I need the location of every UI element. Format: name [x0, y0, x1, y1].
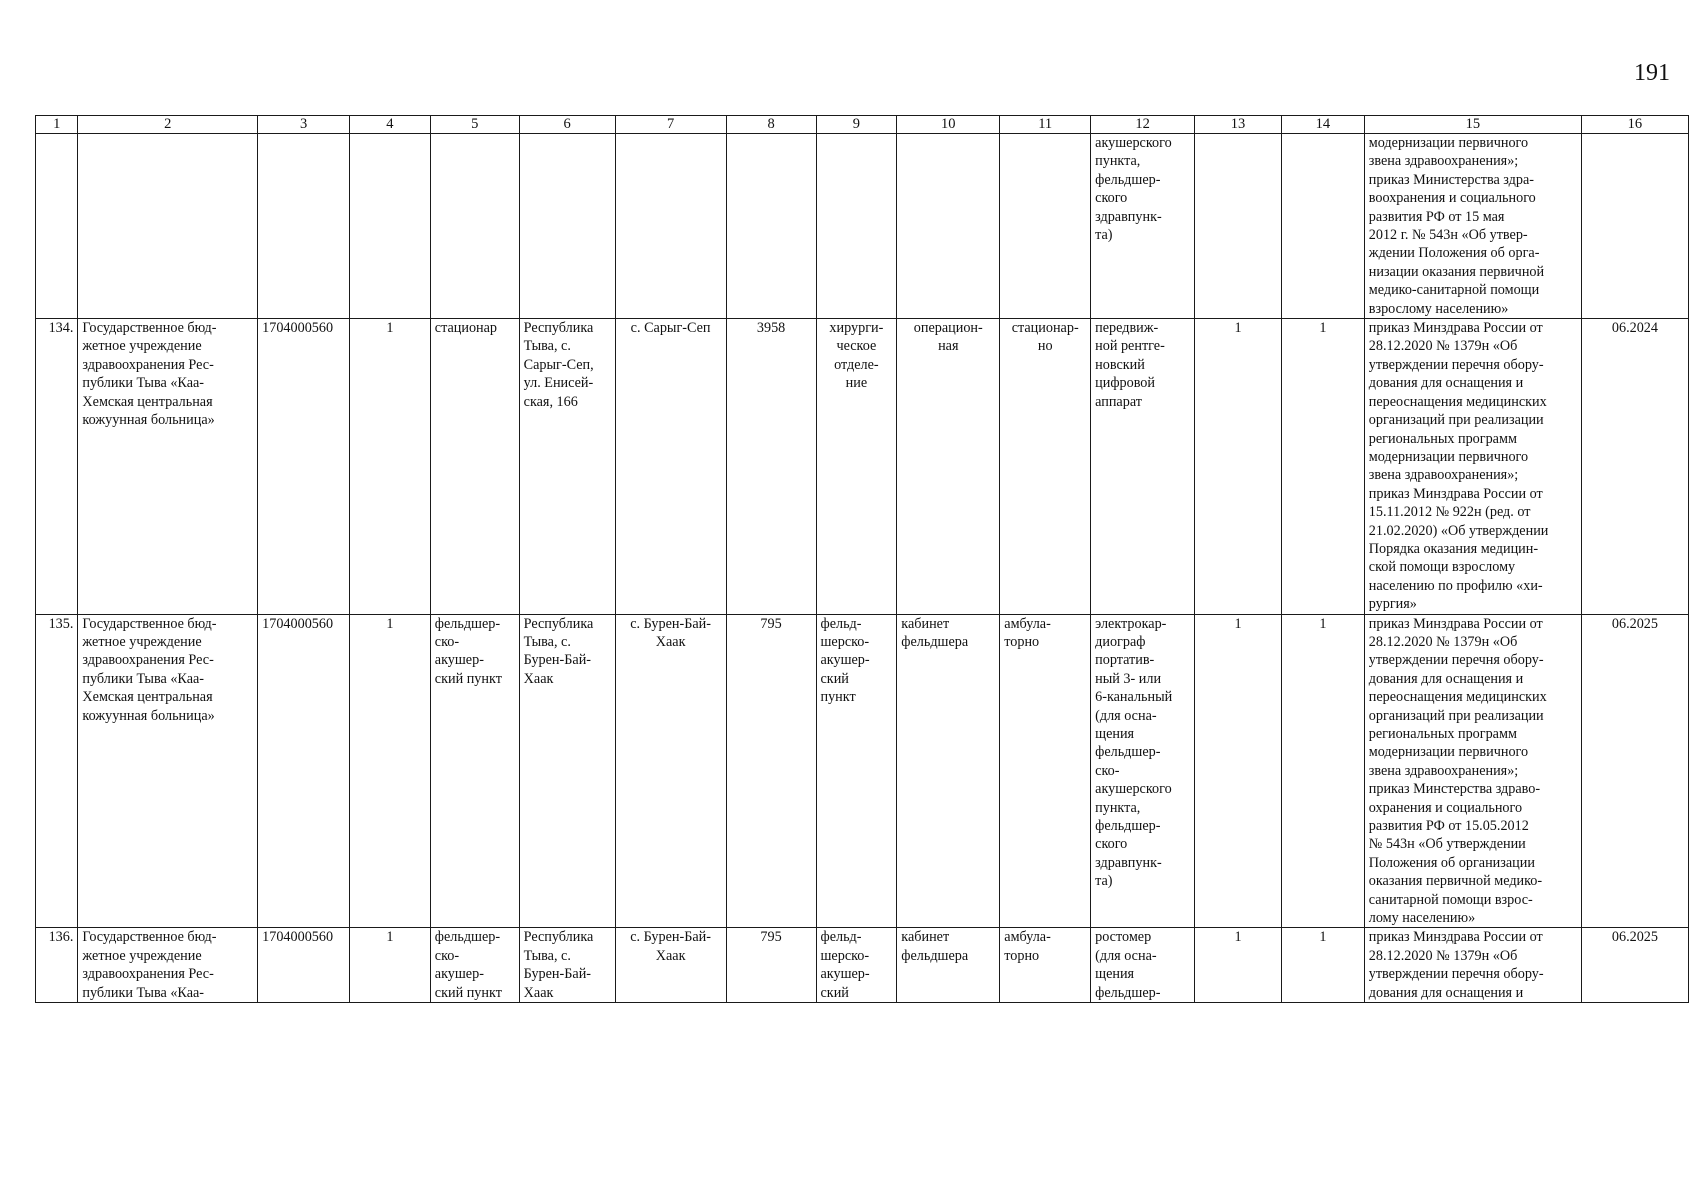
cell-line: Положения об организации — [1368, 854, 1535, 871]
cell-line: амбула- — [1004, 615, 1051, 632]
cell-line: приказ Минстерства здраво- — [1368, 781, 1541, 798]
cell-line: ние — [845, 375, 868, 392]
cell-line: Порядка оказания медицин- — [1368, 540, 1539, 557]
cell-line: звена здравоохранения»; — [1368, 762, 1519, 779]
cell-line: ско- — [1095, 762, 1120, 779]
address-cell — [519, 928, 615, 1003]
cell-line: рургия» — [1368, 596, 1417, 613]
date-cell: 06.2025 — [1581, 928, 1688, 1003]
cell-line: приказ Минздрава России от — [1368, 929, 1543, 946]
cell-line: ского — [1095, 190, 1128, 207]
cell-line: кожуунная больница» — [82, 707, 215, 724]
quantity-cell: 1 — [350, 319, 431, 615]
care-form-cell — [1000, 614, 1091, 928]
cell-line: с. Бурен-Бай- — [630, 929, 711, 946]
cell-line: № 543н «Об утверждении — [1368, 836, 1526, 853]
cell-line: Хаак — [523, 984, 554, 1001]
cell-line: здравпунк- — [1095, 208, 1162, 225]
cell-line: фельдшер- — [1095, 818, 1161, 835]
column-number: 4 — [350, 116, 431, 134]
equipment-cell — [1091, 928, 1195, 1003]
equipment-cell — [1091, 319, 1195, 615]
cell-line: электрокар- — [1095, 615, 1167, 632]
cell-line: 28.12.2020 № 1379н «Об — [1368, 947, 1518, 964]
organization-cell — [78, 928, 258, 1003]
org-code-cell: 1704000560 — [258, 928, 350, 1003]
cell-line: приказ Министерства здра- — [1368, 171, 1534, 188]
population-cell — [726, 134, 816, 319]
cell-line: та) — [1095, 873, 1113, 890]
count-13-cell: 1 — [1195, 928, 1282, 1003]
column-number: 8 — [726, 116, 816, 134]
cell-line: дования для оснащения и — [1368, 670, 1524, 687]
cell-line: здравпунк- — [1095, 854, 1162, 871]
care-form-cell — [1000, 319, 1091, 615]
cell-line: кабинет — [901, 615, 950, 632]
population-cell: 795 — [726, 928, 816, 1003]
cell-line: утверждении перечня обору- — [1368, 652, 1544, 669]
department-cell — [816, 614, 897, 928]
locality-cell — [615, 614, 726, 928]
locality-cell — [615, 928, 726, 1003]
cell-line: фельдшер- — [1095, 171, 1161, 188]
cell-line: пункта, — [1095, 153, 1141, 170]
cell-line: жетное учреждение — [82, 633, 202, 650]
table-row — [36, 319, 1689, 615]
count-13-cell — [1195, 134, 1282, 319]
cell-line: кабинет — [901, 929, 950, 946]
cell-line: здравоохранения Рес- — [82, 652, 214, 669]
table-row — [36, 614, 1689, 928]
cell-line: Хаак — [655, 947, 686, 964]
cell-line: Хаак — [655, 633, 686, 650]
cell-line: операцион- — [913, 320, 983, 337]
cell-line: Республика — [523, 615, 594, 632]
cell-line: ско- — [434, 947, 460, 964]
column-number: 6 — [519, 116, 615, 134]
column-number: 7 — [615, 116, 726, 134]
count-14-cell — [1281, 134, 1364, 319]
cell-line: звена здравоохранения»; — [1368, 153, 1519, 170]
organization-cell — [78, 319, 258, 615]
legal-basis-cell — [1364, 319, 1581, 615]
cell-line: звена здравоохранения»; — [1368, 467, 1519, 484]
cell-line: жетное учреждение — [82, 338, 202, 355]
organization-cell — [78, 614, 258, 928]
quantity-cell — [350, 134, 431, 319]
address-cell — [519, 319, 615, 615]
cell-line: акушерского — [1095, 781, 1172, 798]
cell-line: с. Сарыг-Сеп — [630, 320, 711, 337]
population-cell: 3958 — [726, 319, 816, 615]
equipment-cell — [1091, 134, 1195, 319]
cell-line: ская, 166 — [523, 393, 578, 410]
cell-line: Бурен-Бай- — [523, 652, 592, 669]
equipment-table — [35, 115, 1689, 1003]
row-number-cell: 136. — [36, 928, 78, 1003]
cell-line: утверждении перечня обору- — [1368, 356, 1544, 373]
date-cell — [1581, 134, 1688, 319]
cell-line: кожуунная больница» — [82, 412, 215, 429]
column-number: 16 — [1581, 116, 1688, 134]
cell-line: хирурги- — [829, 320, 884, 337]
organization-cell — [78, 134, 258, 319]
cell-line: Государственное бюд- — [82, 929, 217, 946]
row-number-cell — [36, 134, 78, 319]
column-number-row — [36, 116, 1689, 134]
cell-line: здравоохранения Рес- — [82, 966, 214, 983]
cell-line: охранения и социального — [1368, 799, 1523, 816]
quantity-cell: 1 — [350, 614, 431, 928]
column-number: 14 — [1281, 116, 1364, 134]
column-number: 5 — [430, 116, 519, 134]
legal-basis-cell — [1364, 134, 1581, 319]
cell-line: акушер- — [434, 966, 484, 983]
locality-cell — [615, 319, 726, 615]
cell-line: переоснащения медицинских — [1368, 689, 1547, 706]
cell-line: ский — [820, 670, 849, 687]
cell-line: акушер- — [820, 652, 870, 669]
cell-line: шерско- — [820, 633, 870, 650]
cell-line: стационар- — [1011, 320, 1079, 337]
column-number: 1 — [36, 116, 78, 134]
cell-line: акушер- — [434, 652, 484, 669]
cell-line: медико-санитарной помощи — [1368, 282, 1540, 299]
cell-line: Государственное бюд- — [82, 320, 217, 337]
unit-type-cell — [430, 134, 519, 319]
cell-line: та) — [1095, 227, 1113, 244]
cell-line: 28.12.2020 № 1379н «Об — [1368, 633, 1518, 650]
cell-line: модернизации первичного — [1368, 448, 1529, 465]
count-14-cell: 1 — [1281, 614, 1364, 928]
cell-line: ной рентге- — [1095, 338, 1165, 355]
cell-line: Республика — [523, 320, 594, 337]
cell-line: шерско- — [820, 947, 870, 964]
cell-line: ная — [938, 338, 959, 355]
cell-line: 6-канальный — [1095, 689, 1173, 706]
cell-line: фельд- — [820, 615, 862, 632]
cell-line: 15.11.2012 № 922н (ред. от — [1368, 504, 1531, 521]
cell-line: публики Тыва «Каа- — [82, 670, 205, 687]
column-number: 10 — [897, 116, 1000, 134]
cell-line: акушерского — [1095, 135, 1172, 151]
cell-line: цифровой — [1095, 375, 1155, 392]
room-cell — [897, 319, 1000, 615]
column-number: 13 — [1195, 116, 1282, 134]
cell-line: модернизации первичного — [1368, 744, 1529, 761]
unit-type-cell — [430, 928, 519, 1003]
table-row — [36, 134, 1689, 319]
quantity-cell: 1 — [350, 928, 431, 1003]
cell-line: новский — [1095, 356, 1145, 373]
cell-line: ждении Положения об орга- — [1368, 245, 1540, 262]
cell-line: пункт — [820, 689, 856, 706]
cell-line: дования для оснащения и — [1368, 984, 1524, 1001]
cell-line: ческое — [836, 338, 877, 355]
cell-line: акушер- — [820, 966, 870, 983]
cell-line: публики Тыва «Каа- — [82, 984, 205, 1001]
cell-line: диограф — [1095, 633, 1146, 650]
cell-line: дования для оснащения и — [1368, 375, 1524, 392]
room-cell — [897, 614, 1000, 928]
org-code-cell: 1704000560 — [258, 319, 350, 615]
cell-line: отделе- — [834, 356, 879, 373]
cell-line: развития РФ от 15 мая — [1368, 208, 1505, 225]
cell-line: щения — [1095, 726, 1135, 742]
column-number: 15 — [1364, 116, 1581, 134]
department-cell — [816, 134, 897, 319]
cell-line: фельдшер- — [434, 615, 501, 632]
cell-line: региональных программ — [1368, 726, 1517, 742]
room-cell — [897, 928, 1000, 1003]
locality-cell — [615, 134, 726, 319]
cell-line: переоснащения медицинских — [1368, 393, 1547, 410]
cell-line: торно — [1004, 633, 1040, 650]
row-number-cell: 134. — [36, 319, 78, 615]
address-cell — [519, 614, 615, 928]
cell-line: развития РФ от 15.05.2012 — [1368, 818, 1529, 835]
cell-line: Бурен-Бай- — [523, 966, 592, 983]
cell-line: передвиж- — [1095, 320, 1159, 337]
cell-line: (для осна- — [1095, 707, 1157, 724]
column-number: 2 — [78, 116, 258, 134]
cell-line: здравоохранения Рес- — [82, 356, 214, 373]
cell-line: амбула- — [1004, 929, 1051, 946]
date-cell: 06.2025 — [1581, 614, 1688, 928]
cell-line: Государственное бюд- — [82, 615, 217, 632]
cell-line: ростомер — [1095, 929, 1152, 946]
count-13-cell: 1 — [1195, 614, 1282, 928]
legal-basis-cell — [1364, 614, 1581, 928]
org-code-cell — [258, 134, 350, 319]
page-number: 191 — [1634, 60, 1670, 86]
cell-line: ский — [820, 984, 849, 1001]
unit-type-cell — [430, 319, 519, 615]
cell-line: пункта, — [1095, 799, 1141, 816]
equipment-cell — [1091, 614, 1195, 928]
cell-line: Тыва, с. — [523, 633, 571, 650]
cell-line: но — [1037, 338, 1053, 355]
cell-line: фельдшер- — [1095, 744, 1161, 761]
row-number-cell: 135. — [36, 614, 78, 928]
cell-line: фельдшера — [901, 947, 969, 964]
cell-line: Тыва, с. — [523, 947, 571, 964]
room-cell — [897, 134, 1000, 319]
org-code-cell: 1704000560 — [258, 614, 350, 928]
cell-line: утверждении перечня обору- — [1368, 966, 1544, 983]
cell-line: 2012 г. № 543н «Об утвер- — [1368, 227, 1528, 244]
cell-line: фельдшера — [901, 633, 969, 650]
cell-line: Хаак — [523, 670, 554, 687]
cell-line: Сарыг-Сеп, — [523, 356, 594, 373]
cell-line: ный 3- или — [1095, 670, 1162, 687]
cell-line: фельд- — [820, 929, 862, 946]
cell-line: организаций при реализации — [1368, 707, 1544, 724]
care-form-cell — [1000, 928, 1091, 1003]
cell-line: ул. Енисей- — [523, 375, 594, 392]
cell-line: с. Бурен-Бай- — [630, 615, 711, 632]
column-number: 11 — [1000, 116, 1091, 134]
cell-line: Хемская центральная — [82, 393, 213, 410]
cell-line: фельдшер- — [434, 929, 501, 946]
cell-line: жетное учреждение — [82, 947, 202, 964]
cell-line: Хемская центральная — [82, 689, 213, 706]
column-number: 9 — [816, 116, 897, 134]
population-cell: 795 — [726, 614, 816, 928]
cell-line: региональных программ — [1368, 430, 1517, 447]
cell-line: ско- — [434, 633, 460, 650]
cell-line: (для осна- — [1095, 947, 1157, 964]
legal-basis-cell — [1364, 928, 1581, 1003]
cell-line: щения — [1095, 966, 1135, 983]
count-14-cell: 1 — [1281, 928, 1364, 1003]
cell-line: портатив- — [1095, 652, 1155, 669]
unit-type-cell — [430, 614, 519, 928]
care-form-cell — [1000, 134, 1091, 319]
date-cell: 06.2024 — [1581, 319, 1688, 615]
department-cell — [816, 319, 897, 615]
cell-line: оказания первичной медико- — [1368, 873, 1543, 890]
cell-line: взрослому населению» — [1368, 300, 1509, 317]
cell-line: низации оказания первичной — [1368, 263, 1545, 280]
cell-line: аппарат — [1095, 393, 1142, 410]
address-cell — [519, 134, 615, 319]
cell-line: лому населению» — [1368, 910, 1476, 927]
cell-line: приказ Минздрава России от — [1368, 485, 1543, 502]
cell-line: воохранения и социального — [1368, 190, 1536, 207]
cell-line: публики Тыва «Каа- — [82, 375, 205, 392]
department-cell — [816, 928, 897, 1003]
cell-line: модернизации первичного — [1368, 135, 1529, 151]
count-14-cell: 1 — [1281, 319, 1364, 615]
cell-line: фельдшер- — [1095, 984, 1161, 1001]
table-row — [36, 928, 1689, 1003]
cell-line: стационар — [434, 320, 498, 337]
cell-line: Республика — [523, 929, 594, 946]
cell-line: Тыва, с. — [523, 338, 571, 355]
cell-line: приказ Минздрава России от — [1368, 615, 1543, 632]
cell-line: населению по профилю «хи- — [1368, 577, 1543, 594]
column-number: 12 — [1091, 116, 1195, 134]
cell-line: 21.02.2020) «Об утверждении — [1368, 522, 1549, 539]
cell-line: ский пункт — [434, 670, 502, 687]
cell-line: приказ Минздрава России от — [1368, 320, 1543, 337]
column-number: 3 — [258, 116, 350, 134]
cell-line: ский пункт — [434, 984, 502, 1001]
cell-line: 28.12.2020 № 1379н «Об — [1368, 338, 1518, 355]
count-13-cell: 1 — [1195, 319, 1282, 615]
cell-line: ской помощи взрослому — [1368, 559, 1516, 576]
cell-line: торно — [1004, 947, 1040, 964]
cell-line: ского — [1095, 836, 1128, 853]
cell-line: санитарной помощи взрос- — [1368, 891, 1533, 908]
cell-line: организаций при реализации — [1368, 412, 1544, 429]
